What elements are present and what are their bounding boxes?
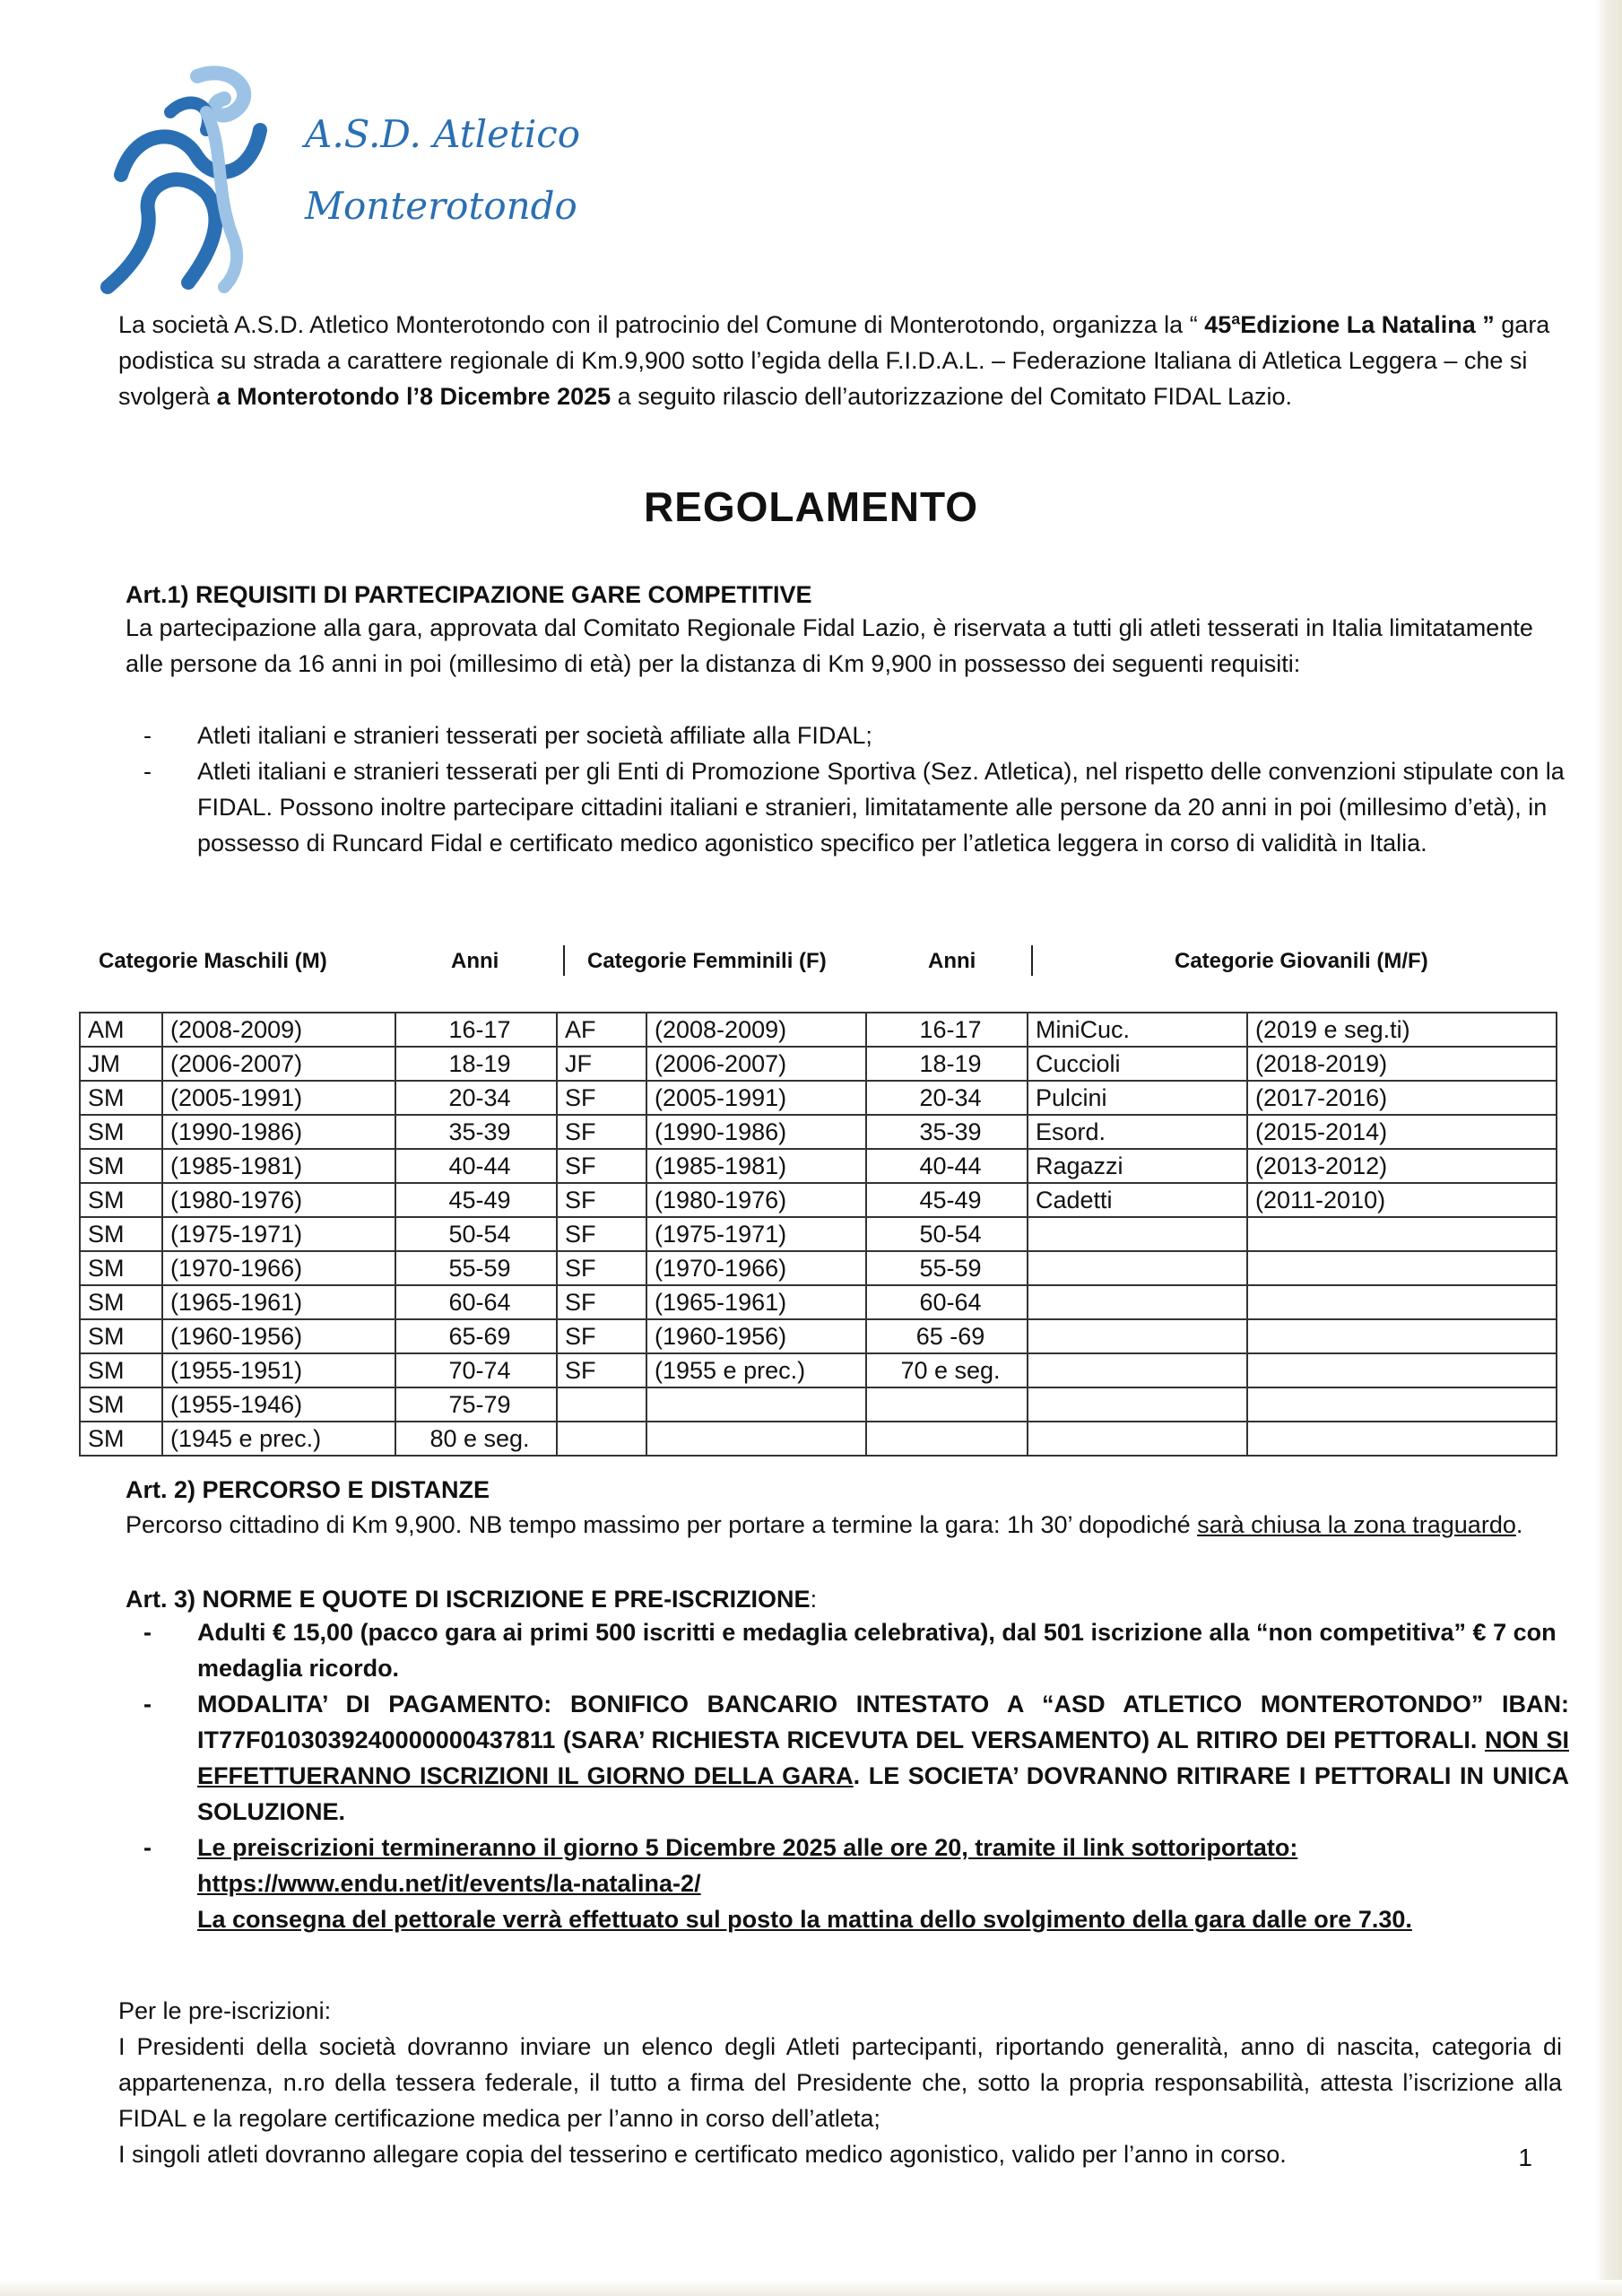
table-cell	[646, 1422, 866, 1456]
table-cell: AF	[557, 1013, 646, 1047]
table-cell: SF	[557, 1285, 646, 1319]
header-youth-categories: Categorie Giovanili (M/F)	[1175, 949, 1428, 973]
art3-heading: Art. 3) NORME E QUOTE DI ISCRIZIONE E PRE-ISCRIZIONE:	[126, 1586, 818, 1613]
no-raceday-registration: NON SI EFFETTUERANNO ISCRIZIONI IL GIORNO DELLA GARA	[197, 1726, 1569, 1789]
scanned-page-bottom	[0, 2280, 1622, 2296]
table-cell: (1970-1966)	[162, 1251, 395, 1285]
table-cell	[1028, 1319, 1247, 1353]
preregistration-deadline: Le preiscrizioni termineranno il giorno 5 Dicembre 2025 alle ore 20, tramite il link sottoriportato:	[197, 1834, 1298, 1861]
table-cell: SM	[80, 1422, 162, 1456]
table-cell: SF	[557, 1081, 646, 1115]
table-cell: (2006-2007)	[162, 1047, 395, 1081]
table-cell: (2008-2009)	[646, 1013, 866, 1047]
table-cell	[866, 1387, 1028, 1422]
art1-heading: Art.1) REQUISITI DI PARTECIPAZIONE GARE COMPETITIVE	[126, 581, 812, 608]
table-cell: JF	[557, 1047, 646, 1081]
table-cell: SM	[80, 1285, 162, 1319]
table-cell	[1247, 1251, 1557, 1285]
table-cell	[1028, 1251, 1247, 1285]
table-cell: (1955 e prec.)	[646, 1353, 866, 1387]
table-cell	[1028, 1217, 1247, 1251]
list-item: - Atleti italiani e stranieri tesserati per società affiliate alla FIDAL;	[143, 722, 872, 749]
bib-pickup-note: La consegna del pettorale verrà effettuato sul posto la mattina dello svolgimento della gara dalle ore 7.30.	[197, 1906, 1412, 1933]
table-cell: SM	[80, 1183, 162, 1217]
table-cell: (2006-2007)	[646, 1047, 866, 1081]
list-item: - Adulti € 15,00 (pacco gara ai primi 500 iscritti e medaglia celebrativa), dal 501 iscrizione alla “non competitiva” € 7 con medaglia ricordo.	[143, 1619, 1557, 1682]
table-cell: SM	[80, 1251, 162, 1285]
table-cell: 45-49	[866, 1183, 1028, 1217]
table-cell: SF	[557, 1319, 646, 1353]
preregistration-heading: Per le pre-iscrizioni:	[118, 1997, 332, 2024]
art1-text: La partecipazione alla gara, approvata dal Comitato Regionale Fidal Lazio, è riservata a tutti gli atleti tesserati in Italia limitatamente alle persone da 16 anni in poi (millesimo di età) per la distanza di Km 9,900 in possesso dei seguenti requisiti:	[126, 614, 1533, 677]
table-cell	[1028, 1422, 1247, 1456]
table-cell: 75-79	[395, 1387, 557, 1422]
table-row	[80, 1013, 1557, 1047]
table-cell	[1028, 1353, 1247, 1387]
table-cell: (2015-2014)	[1247, 1115, 1557, 1149]
table-cell: 55-59	[395, 1251, 557, 1285]
table-cell: SF	[557, 1353, 646, 1387]
table-cell	[1247, 1285, 1557, 1319]
table-cell: Cuccioli	[1028, 1047, 1247, 1081]
table-cell: 70-74	[395, 1353, 557, 1387]
table-cell: (2019 e seg.ti)	[1247, 1013, 1557, 1047]
table-cell	[1028, 1285, 1247, 1319]
intro-paragraph: La società A.S.D. Atletico Monterotondo con il patrocinio del Comune di Monterotondo, organizza la “ 45ªEdizione La Natalina ” gara podistica su strada a carattere regionale di Km.9,900 sotto l’egida della F.I.D.A.L. – Federazione Italiana di Atletica Leggera – che si svolgerà a Monterotondo l’8 Dicembre 2025 a seguito rilascio dell’autorizzazione del Comitato FIDAL Lazio.	[118, 311, 1550, 410]
table-cell: 60-64	[866, 1285, 1028, 1319]
table-row	[80, 1183, 1557, 1217]
table-cell: SF	[557, 1115, 646, 1149]
table-cell: SM	[80, 1217, 162, 1251]
table-cell: 70 e seg.	[866, 1353, 1028, 1387]
table-cell: (1955-1946)	[162, 1387, 395, 1422]
table-row	[80, 1387, 1557, 1422]
table-cell	[1247, 1217, 1557, 1251]
table-cell: 60-64	[395, 1285, 557, 1319]
table-cell: (1990-1986)	[646, 1115, 866, 1149]
table-cell: 16-17	[395, 1013, 557, 1047]
table-cell	[557, 1387, 646, 1422]
table-row	[80, 1149, 1557, 1183]
table-cell: 40-44	[395, 1149, 557, 1183]
table-row	[80, 1115, 1557, 1149]
table-row	[80, 1285, 1557, 1319]
table-cell: 50-54	[866, 1217, 1028, 1251]
table-row	[80, 1047, 1557, 1081]
table-cell: (1955-1951)	[162, 1353, 395, 1387]
table-cell: (1975-1971)	[646, 1217, 866, 1251]
table-cell: 55-59	[866, 1251, 1028, 1285]
table-row	[80, 1353, 1557, 1387]
table-cell: SM	[80, 1081, 162, 1115]
table-cell: SF	[557, 1183, 646, 1217]
table-cell: 18-19	[395, 1047, 557, 1081]
table-cell: SM	[80, 1115, 162, 1149]
table-cell: (2018-2019)	[1247, 1047, 1557, 1081]
art2-heading: Art. 2) PERCORSO E DISTANZE	[126, 1476, 490, 1503]
table-cell: (2005-1991)	[646, 1081, 866, 1115]
table-cell: (2013-2012)	[1247, 1149, 1557, 1183]
table-cell: SM	[80, 1149, 162, 1183]
header-male-years: Anni	[451, 949, 499, 973]
table-cell: 16-17	[866, 1013, 1028, 1047]
logo-text-line1: A.S.D. Atletico	[305, 112, 581, 156]
scanned-page-edge	[1595, 0, 1622, 2296]
table-cell	[866, 1422, 1028, 1456]
page-number: 1	[1518, 2144, 1532, 2171]
table-cell: (1970-1966)	[646, 1251, 866, 1285]
table-row	[80, 1422, 1557, 1456]
table-cell: Esord.	[1028, 1115, 1247, 1149]
list-item: - MODALITA’ DI PAGAMENTO: BONIFICO BANCARIO INTESTATO A “ASD ATLETICO MONTEROTONDO” IBAN: IT77F0103039240000000437811 (SARA’ RICHIESTA RICEVUTA DEL VERSAMENTO) AL RITIRO DEI PETTORALI. NON SI EFFETTUERANNO ISCRIZIONI IL GIORNO DELLA GARA. LE SOCIETA’ DOVRANNO RITIRARE I PETTORALI IN UNICA SOLUZIONE.	[143, 1691, 1569, 1825]
table-cell: (1980-1976)	[646, 1183, 866, 1217]
art2-text: Percorso cittadino di Km 9,900. NB tempo massimo per portare a termine la gara: 1h 30’ dopodiché sarà chiusa la zona traguardo.	[126, 1511, 1523, 1538]
table-cell: 45-49	[395, 1183, 557, 1217]
fee-adults: Adulti € 15,00 (pacco gara ai primi 500 iscritti e medaglia celebrativa), dal 501 iscrizione alla “non competitiva” € 7 con medaglia ricordo.	[197, 1619, 1557, 1682]
table-cell: (1975-1971)	[162, 1217, 395, 1251]
table-cell: (2008-2009)	[162, 1013, 395, 1047]
table-cell	[1247, 1387, 1557, 1422]
table-cell: 35-39	[395, 1115, 557, 1149]
table-cell: (1985-1981)	[162, 1149, 395, 1183]
table-cell: 80 e seg.	[395, 1422, 557, 1456]
table-cell: 20-34	[395, 1081, 557, 1115]
edition-name: 45ªEdizione La Natalina ”	[1204, 311, 1495, 338]
table-cell: 65-69	[395, 1319, 557, 1353]
registration-link[interactable]: https://www.endu.net/it/events/la-natalina-2/	[197, 1870, 701, 1897]
art3-list	[126, 1614, 1569, 1937]
table-cell	[557, 1422, 646, 1456]
preregistration-text: I Presidenti della società dovranno inviare un elenco degli Atleti partecipanti, riportando generalità, anno di nascita, categoria di appartenenza, n.ro della tessera federale, il tutto a firma del Presidente che, sotto la propria responsabilità, attesta l’iscrizione alla FIDAL e la regolare certificazione medica per l’anno in corso dell’atleta; I singoli atleti dovranno allegare copia del tesserino e certificato medico agonistico, valido per l’anno in corso.	[118, 2033, 1562, 2168]
table-cell: SF	[557, 1251, 646, 1285]
table-cell: (1945 e prec.)	[162, 1422, 395, 1456]
list-item: - Le preiscrizioni termineranno il giorno 5 Dicembre 2025 alle ore 20, tramite il link sottoriportato: https://www.endu.net/it/events/la-natalina-2/ La consegna del pettorale verrà effettuato sul posto la mattina dello svolgimento della gara dalle ore 7.30.	[143, 1834, 1412, 1933]
table-cell: SF	[557, 1217, 646, 1251]
payment-method: MODALITA’ DI PAGAMENTO: BONIFICO BANCARIO INTESTATO A “ASD ATLETICO MONTEROTONDO” IBAN: IT77F0103039240000000437811 (SARA’ RICHIESTA RICEVUTA DEL VERSAMENTO) AL RITIRO DEI PETTORALI.	[197, 1691, 1569, 1753]
event-date-location: a Monterotondo l’8 Dicembre 2025	[216, 383, 612, 410]
table-cell: (1990-1986)	[162, 1115, 395, 1149]
header-male-categories: Categorie Maschili (M)	[99, 949, 327, 973]
table-row	[80, 1217, 1557, 1251]
header-divider	[1031, 945, 1033, 976]
table-cell: (1980-1976)	[162, 1183, 395, 1217]
header-divider	[563, 945, 565, 976]
table-cell	[1028, 1387, 1247, 1422]
table-cell: 65 -69	[866, 1319, 1028, 1353]
table-cell: Cadetti	[1028, 1183, 1247, 1217]
categories-table	[79, 1012, 1557, 1457]
table-cell: 35-39	[866, 1115, 1028, 1149]
table-cell: (1960-1956)	[162, 1319, 395, 1353]
table-cell: (2011-2010)	[1247, 1183, 1557, 1217]
table-cell: 18-19	[866, 1047, 1028, 1081]
table-cell	[1247, 1319, 1557, 1353]
table-cell: SM	[80, 1353, 162, 1387]
table-cell: 50-54	[395, 1217, 557, 1251]
table-row	[80, 1251, 1557, 1285]
table-row	[80, 1319, 1557, 1353]
table-cell: 40-44	[866, 1149, 1028, 1183]
header-female-years: Anni	[928, 949, 976, 973]
runner-icon	[99, 58, 305, 300]
club-logo	[99, 58, 601, 300]
table-cell: (1965-1961)	[162, 1285, 395, 1319]
table-cell: JM	[80, 1047, 162, 1081]
table-cell: SF	[557, 1149, 646, 1183]
finish-closure-note: sarà chiusa la zona traguardo	[1197, 1511, 1516, 1538]
table-cell	[646, 1387, 866, 1422]
table-cell: Ragazzi	[1028, 1149, 1247, 1183]
logo-text-line2: Monterotondo	[305, 184, 577, 228]
table-cell: (1960-1956)	[646, 1319, 866, 1353]
table-cell: (1965-1961)	[646, 1285, 866, 1319]
table-cell: SM	[80, 1319, 162, 1353]
table-cell: (1985-1981)	[646, 1149, 866, 1183]
table-cell: (2017-2016)	[1247, 1081, 1557, 1115]
table-cell: MiniCuc.	[1028, 1013, 1247, 1047]
table-cell	[1247, 1422, 1557, 1456]
table-cell: SM	[80, 1387, 162, 1422]
header-female-categories: Categorie Femminili (F)	[587, 949, 827, 973]
table-cell: (2005-1991)	[162, 1081, 395, 1115]
page-title: REGOLAMENTO	[643, 483, 979, 530]
table-cell: AM	[80, 1013, 162, 1047]
table-cell	[1247, 1353, 1557, 1387]
table-row	[80, 1081, 1557, 1115]
table-cell: 20-34	[866, 1081, 1028, 1115]
table-cell: Pulcini	[1028, 1081, 1247, 1115]
art1-requirements-list	[126, 718, 1569, 861]
list-item: - Atleti italiani e stranieri tesserati per gli Enti di Promozione Sportiva (Sez. Atletica), nel rispetto delle convenzioni stipulate con la FIDAL. Possono inoltre partecipare cittadini italiani e stranieri, limitatamente alle persone da 20 anni in poi (millesimo d’età), in possesso di Runcard Fidal e certificato medico agonistico specifico per l’atletica leggera in corso di validità in Italia.	[143, 758, 1565, 857]
